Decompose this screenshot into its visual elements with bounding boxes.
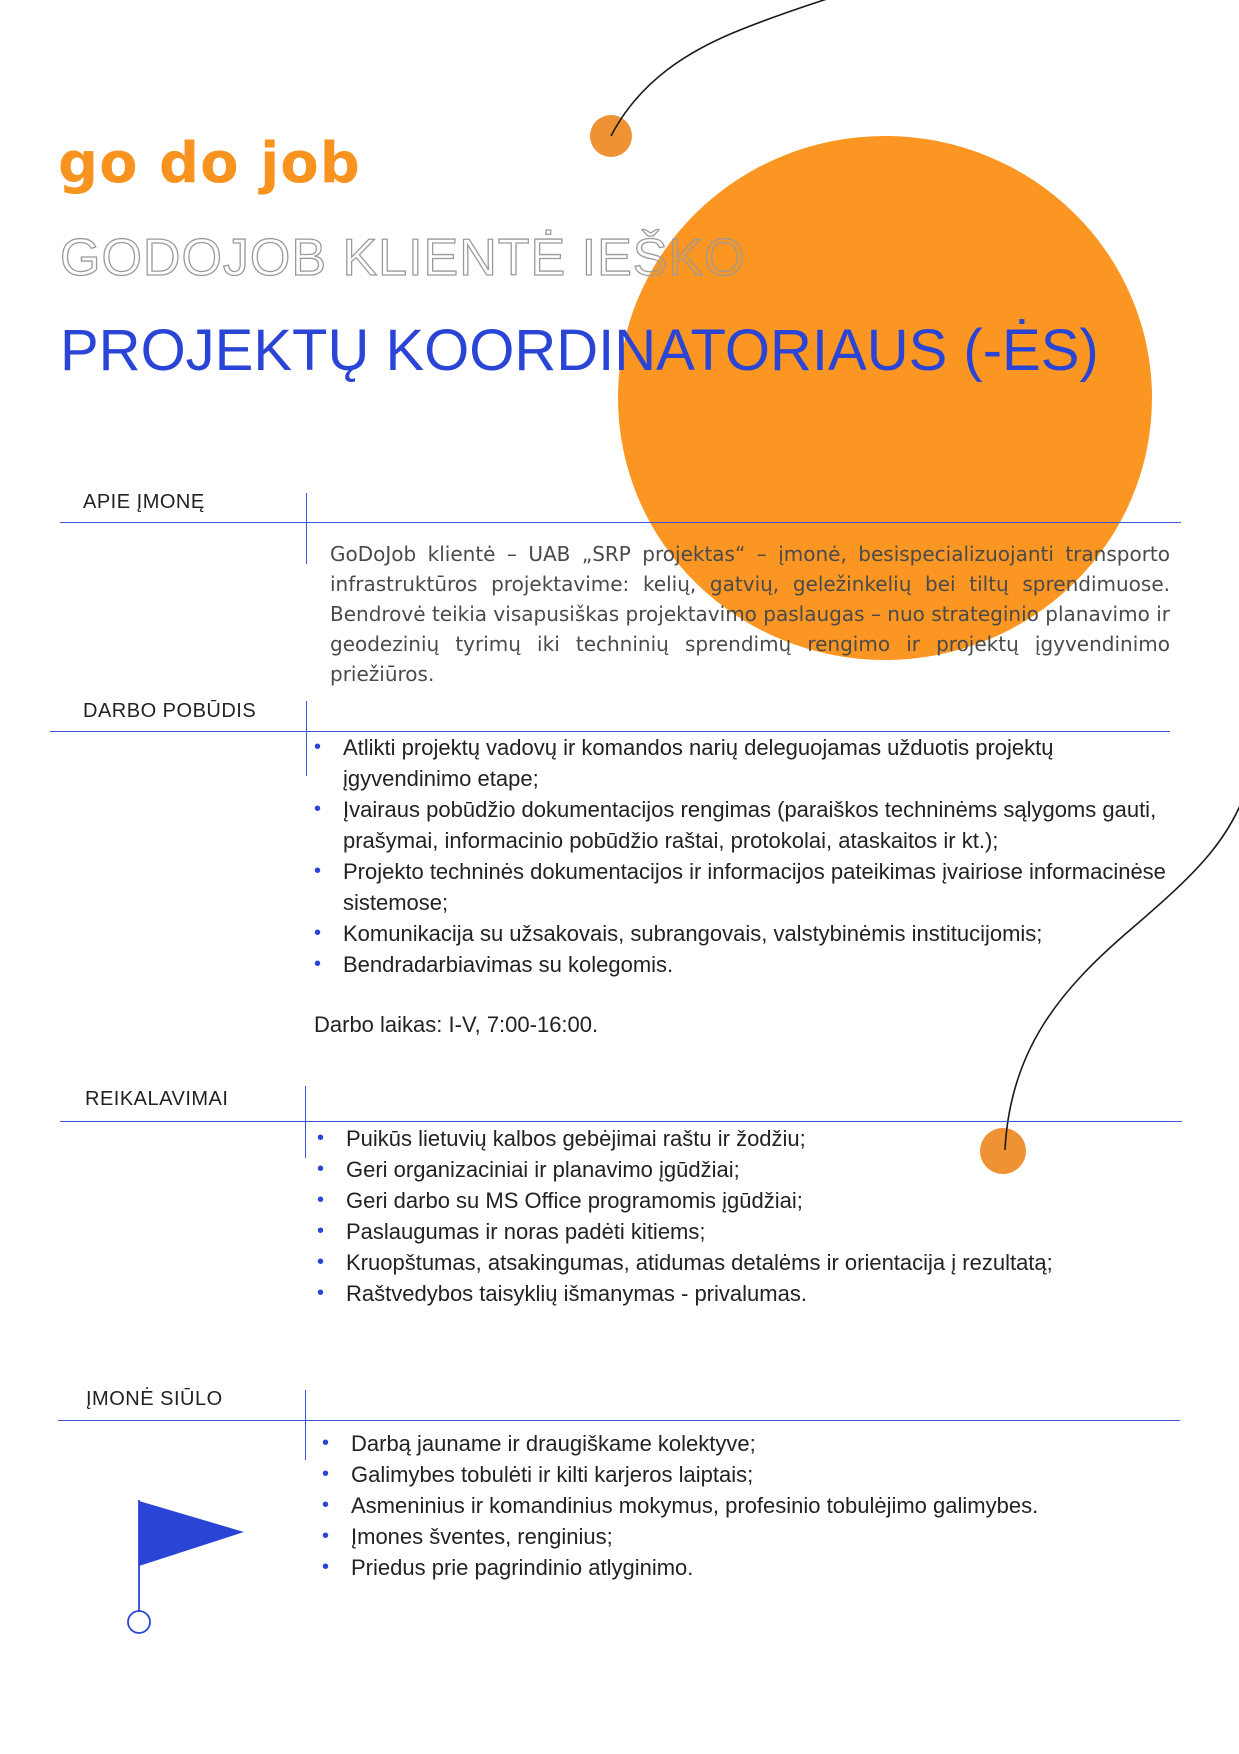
section-marker-company <box>306 493 307 564</box>
working-hours: Darbo laikas: I-V, 7:00-16:00. <box>314 1012 599 1037</box>
list-item: • Įmones šventes, renginius; <box>322 1521 1192 1552</box>
list-item: • Įvairaus pobūdžio dokumentacijos rengimas (paraiškos techninėms sąlygoms gauti, prašymai, informacinio pobūdžio raštai, protokolai, ataskaitos ir kt.); <box>314 794 1184 856</box>
headline-position-title: PROJEKTŲ KOORDINATORIAUS (-ĖS) <box>60 318 1099 383</box>
list-item: • Raštvedybos taisyklių išmanymas - privalumas. <box>317 1278 1187 1309</box>
list-item: • Galimybes tobulėti ir kilti karjeros laiptais; <box>322 1459 1192 1490</box>
offer-list <box>322 1428 1192 1583</box>
section-divider-offer <box>58 1420 1180 1421</box>
list-item: • Puikūs lietuvių kalbos gebėjimai raštu ir žodžiu; <box>317 1123 1187 1154</box>
list-item: • Asmeninius ir komandinius mokymus, profesinio tobulėjimo galimybes. <box>322 1490 1192 1521</box>
section-title-company: APIE ĮMONĘ <box>83 491 205 513</box>
section-divider-requirements <box>60 1121 1182 1122</box>
section-divider-company <box>60 522 1181 523</box>
list-item: • Bendradarbiavimas su kolegomis. <box>314 949 1184 980</box>
section-title-requirements: REIKALAVIMAI <box>85 1088 229 1110</box>
section-marker-requirements <box>305 1086 306 1158</box>
requirements-list <box>317 1123 1187 1309</box>
list-item: • Geri darbo su MS Office programomis įgūdžiai; <box>317 1185 1187 1216</box>
section-title-offer: ĮMONĖ SIŪLO <box>86 1388 223 1410</box>
section-title-duties: DARBO POBŪDIS <box>83 700 257 722</box>
list-item: • Projekto techninės dokumentacijos ir informacijos pateikimas įvairiose informacinėse sistemose; <box>314 856 1184 918</box>
list-item: • Paslaugumas ir noras padėti kitiems; <box>317 1216 1187 1247</box>
list-item: • Geri organizaciniai ir planavimo įgūdžiai; <box>317 1154 1187 1185</box>
flag-icon <box>128 1500 244 1633</box>
list-item: • Atlikti projektų vadovų ir komandos narių deleguojamas užduotis projektų įgyvendinimo etape; <box>314 732 1184 794</box>
list-item: • Komunikacija su užsakovais, subrangovais, valstybinėmis institucijomis; <box>314 918 1184 949</box>
headline-client-seeks: GODOJOB KLIENTĖ IEŠKO <box>60 229 746 287</box>
duties-list <box>314 732 1184 980</box>
list-item: • Kruopštumas, atsakingumas, atidumas detalėms ir orientacija į rezultatą; <box>317 1247 1187 1278</box>
company-description: GoDoJob klientė – UAB „SRP projektas“ – įmonė, besispecializuojanti transporto infrastruktūros projektavime: kelių, gatvių, geležinkelių bei tiltų sprendimuose. Bendrovė teikia visapusiškas projektavimo paslaugas – nuo strateginio planavimo ir geodezinių tyrimų iki techninių sprendimų rengimo ir projektų įgyvendinimo priežiūros. <box>330 542 1170 686</box>
list-item: • Priedus prie pagrindinio atlyginimo. <box>322 1552 1192 1583</box>
section-marker-offer <box>305 1390 306 1460</box>
list-item: • Darbą jauname ir draugiškame kolektyve; <box>322 1428 1192 1459</box>
godojob-logo: go do job <box>58 131 361 196</box>
section-marker-duties <box>306 701 307 776</box>
